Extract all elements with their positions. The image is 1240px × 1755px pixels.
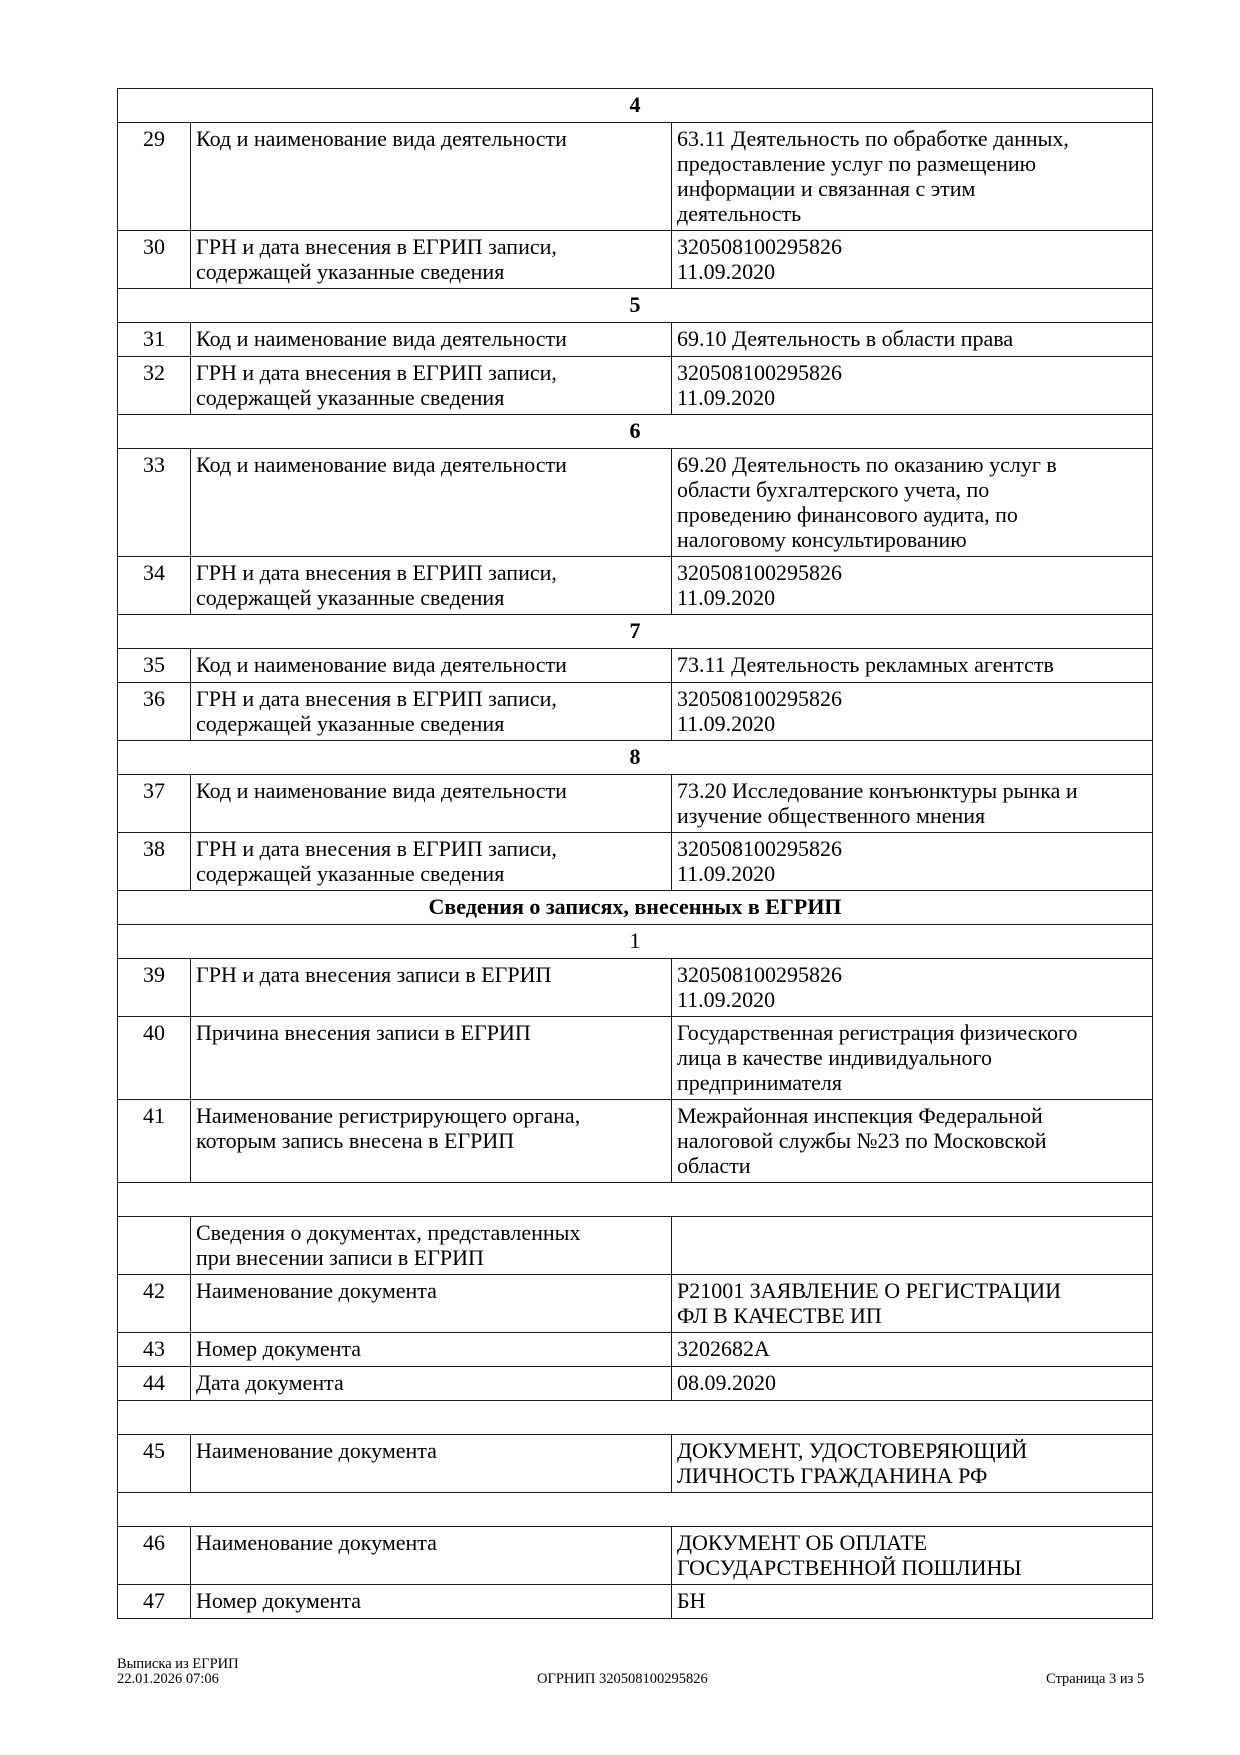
row-number: 44 xyxy=(118,1367,191,1401)
section-header-row xyxy=(118,741,1153,775)
row-label xyxy=(191,449,672,557)
table-row xyxy=(118,775,1153,833)
value-line: 320508100295826 xyxy=(677,836,842,861)
row-label xyxy=(191,683,672,741)
table-row xyxy=(118,323,1153,357)
value-line: 320508100295826 xyxy=(677,560,842,585)
value-line: 11.09.2020 xyxy=(677,987,776,1012)
label-line: Сведения о документах, представленных xyxy=(196,1220,581,1245)
row-label xyxy=(191,1017,672,1100)
value-line: ДОКУМЕНТ, УДОСТОВЕРЯЮЩИЙ xyxy=(677,1438,1028,1463)
value-line: 69.20 Деятельность по оказанию услуг в xyxy=(677,452,1057,477)
footer-datetime: 22.01.2026 07:06 xyxy=(117,1671,219,1687)
row-label xyxy=(191,557,672,615)
value-line: деятельность xyxy=(677,201,802,226)
row-label xyxy=(191,1217,672,1275)
row-value xyxy=(672,1100,1153,1183)
footer-left xyxy=(117,1657,239,1687)
label-line: Наименование регистрирующего органа, xyxy=(196,1103,581,1128)
section-title: Сведения о записях, внесенных в ЕГРИП xyxy=(118,891,1153,925)
value-line: ЛИЧНОСТЬ ГРАЖДАНИНА РФ xyxy=(677,1463,988,1488)
label-line: Номер документа xyxy=(196,1336,362,1361)
value-line: области xyxy=(677,1153,751,1178)
footer-ogrnip: ОГРНИП 320508100295826 xyxy=(537,1671,708,1687)
label-line: Код и наименование вида деятельности xyxy=(196,452,567,477)
row-value xyxy=(672,557,1153,615)
row-value xyxy=(672,1333,1153,1367)
row-number: 38 xyxy=(118,833,191,891)
table-row xyxy=(118,357,1153,415)
footer-page-number: Страница 3 из 5 xyxy=(1046,1671,1145,1687)
row-value xyxy=(672,123,1153,231)
row-value xyxy=(672,1217,1153,1275)
row-label xyxy=(191,1527,672,1585)
row-number: 32 xyxy=(118,357,191,415)
label-line: Код и наименование вида деятельности xyxy=(196,652,567,677)
label-line: Наименование документа xyxy=(196,1530,437,1555)
value-line: 73.20 Исследование конъюнктуры рынка и xyxy=(677,778,1078,803)
row-label xyxy=(191,123,672,231)
value-line: 320508100295826 xyxy=(677,234,842,259)
section-title: 5 xyxy=(118,289,1153,323)
label-line: Причина внесения записи в ЕГРИП xyxy=(196,1020,531,1045)
value-line: предоставление услуг по размещению xyxy=(677,151,1037,176)
value-line: 08.09.2020 xyxy=(677,1370,776,1395)
row-value xyxy=(672,1017,1153,1100)
row-value xyxy=(672,323,1153,357)
spacer-row xyxy=(118,1493,1153,1527)
value-line: Р21001 ЗАЯВЛЕНИЕ О РЕГИСТРАЦИИ xyxy=(677,1278,1061,1303)
label-line: содержащей указанные сведения xyxy=(196,385,505,410)
row-value xyxy=(672,231,1153,289)
row-value xyxy=(672,1367,1153,1401)
row-number: 35 xyxy=(118,649,191,683)
table-row xyxy=(118,649,1153,683)
row-label xyxy=(191,1100,672,1183)
label-line: при внесении записи в ЕГРИП xyxy=(196,1245,484,1270)
table-row xyxy=(118,959,1153,1017)
row-label xyxy=(191,775,672,833)
row-label xyxy=(191,1275,672,1333)
row-value xyxy=(672,449,1153,557)
table-row xyxy=(118,1275,1153,1333)
row-number: 41 xyxy=(118,1100,191,1183)
value-line: информации и связанная с этим xyxy=(677,176,976,201)
value-line: 11.09.2020 xyxy=(677,385,776,410)
section-header-row xyxy=(118,289,1153,323)
row-label xyxy=(191,833,672,891)
row-value xyxy=(672,683,1153,741)
row-number: 43 xyxy=(118,1333,191,1367)
table-row xyxy=(118,1217,1153,1275)
section-header-row xyxy=(118,415,1153,449)
value-line: Государственная регистрация физического xyxy=(677,1020,1078,1045)
label-line: содержащей указанные сведения xyxy=(196,711,505,736)
label-line: содержащей указанные сведения xyxy=(196,585,505,610)
empty-cell xyxy=(118,1493,1153,1527)
value-line: 3202682А xyxy=(677,1336,770,1361)
footer-document-title: Выписка из ЕГРИП xyxy=(117,1656,239,1672)
table-row xyxy=(118,557,1153,615)
value-line: ФЛ В КАЧЕСТВЕ ИП xyxy=(677,1303,882,1328)
row-value xyxy=(672,649,1153,683)
row-label xyxy=(191,1435,672,1493)
row-value xyxy=(672,1527,1153,1585)
value-line: 320508100295826 xyxy=(677,360,842,385)
label-line: ГРН и дата внесения в ЕГРИП записи, xyxy=(196,836,557,861)
row-label xyxy=(191,231,672,289)
row-number: 34 xyxy=(118,557,191,615)
table-row xyxy=(118,1585,1153,1619)
empty-cell xyxy=(118,1183,1153,1217)
row-number: 42 xyxy=(118,1275,191,1333)
value-line: изучение общественного мнения xyxy=(677,803,986,828)
table-body xyxy=(118,89,1153,1619)
section-header-row xyxy=(118,89,1153,123)
value-line: лица в качестве индивидуального xyxy=(677,1045,992,1070)
row-value xyxy=(672,1435,1153,1493)
row-label xyxy=(191,1585,672,1619)
value-line: налоговому консультированию xyxy=(677,527,967,552)
label-line: содержащей указанные сведения xyxy=(196,259,505,284)
row-value xyxy=(672,1275,1153,1333)
table-row xyxy=(118,1333,1153,1367)
section-header-row xyxy=(118,925,1153,959)
row-number: 37 xyxy=(118,775,191,833)
section-title: 8 xyxy=(118,741,1153,775)
label-line: содержащей указанные сведения xyxy=(196,861,505,886)
section-title: 1 xyxy=(118,925,1153,959)
label-line: ГРН и дата внесения в ЕГРИП записи, xyxy=(196,686,557,711)
row-label xyxy=(191,649,672,683)
row-label xyxy=(191,1333,672,1367)
value-line: 69.10 Деятельность в области права xyxy=(677,326,1014,351)
row-label xyxy=(191,959,672,1017)
spacer-row xyxy=(118,1401,1153,1435)
row-value xyxy=(672,1585,1153,1619)
section-header-row xyxy=(118,615,1153,649)
row-number: 29 xyxy=(118,123,191,231)
row-value xyxy=(672,959,1153,1017)
section-title: 4 xyxy=(118,89,1153,123)
label-line: ГРН и дата внесения в ЕГРИП записи, xyxy=(196,234,557,259)
section-header-row xyxy=(118,891,1153,925)
value-line: Межрайонная инспекция Федеральной xyxy=(677,1103,1043,1128)
row-label xyxy=(191,357,672,415)
label-line: Наименование документа xyxy=(196,1438,437,1463)
table-row xyxy=(118,683,1153,741)
table-row xyxy=(118,1017,1153,1100)
label-line: которым запись внесена в ЕГРИП xyxy=(196,1128,515,1153)
spacer-row xyxy=(118,1183,1153,1217)
value-line: налоговой службы №23 по Московской xyxy=(677,1128,1047,1153)
table-row xyxy=(118,449,1153,557)
table-row xyxy=(118,1435,1153,1493)
row-number: 46 xyxy=(118,1527,191,1585)
value-line: 320508100295826 xyxy=(677,686,842,711)
table-row xyxy=(118,1367,1153,1401)
label-line: ГРН и дата внесения в ЕГРИП записи, xyxy=(196,560,557,585)
section-title: 7 xyxy=(118,615,1153,649)
label-line: Код и наименование вида деятельности xyxy=(196,126,567,151)
value-line: 11.09.2020 xyxy=(677,585,776,610)
value-line: 73.11 Деятельность рекламных агентств xyxy=(677,652,1054,677)
label-line: Дата документа xyxy=(196,1370,344,1395)
value-line: ГОСУДАРСТВЕННОЙ ПОШЛИНЫ xyxy=(677,1555,1022,1580)
row-number xyxy=(118,1217,191,1275)
row-number: 31 xyxy=(118,323,191,357)
label-line: Код и наименование вида деятельности xyxy=(196,778,567,803)
value-line: ДОКУМЕНТ ОБ ОПЛАТЕ xyxy=(677,1530,928,1555)
row-number: 47 xyxy=(118,1585,191,1619)
label-line: ГРН и дата внесения в ЕГРИП записи, xyxy=(196,360,557,385)
value-line: 320508100295826 xyxy=(677,962,842,987)
table-row xyxy=(118,1527,1153,1585)
row-value xyxy=(672,775,1153,833)
row-number: 33 xyxy=(118,449,191,557)
label-line: Наименование документа xyxy=(196,1278,437,1303)
table-row xyxy=(118,1100,1153,1183)
value-line: 63.11 Деятельность по обработке данных, xyxy=(677,126,1069,151)
egrip-extract-table xyxy=(117,88,1153,1619)
row-value xyxy=(672,833,1153,891)
label-line: Код и наименование вида деятельности xyxy=(196,326,567,351)
section-title: 6 xyxy=(118,415,1153,449)
value-line: 11.09.2020 xyxy=(677,711,776,736)
value-line: БН xyxy=(677,1588,706,1613)
value-line: области бухгалтерского учета, по xyxy=(677,477,990,502)
value-line: 11.09.2020 xyxy=(677,259,776,284)
value-line: 11.09.2020 xyxy=(677,861,776,886)
row-label xyxy=(191,323,672,357)
row-number: 30 xyxy=(118,231,191,289)
row-label xyxy=(191,1367,672,1401)
table-row xyxy=(118,123,1153,231)
row-value xyxy=(672,357,1153,415)
value-line: предпринимателя xyxy=(677,1070,842,1095)
table-row xyxy=(118,231,1153,289)
row-number: 40 xyxy=(118,1017,191,1100)
value-line: проведению финансового аудита, по xyxy=(677,502,1018,527)
row-number: 36 xyxy=(118,683,191,741)
empty-cell xyxy=(118,1401,1153,1435)
table-row xyxy=(118,833,1153,891)
row-number: 45 xyxy=(118,1435,191,1493)
label-line: Номер документа xyxy=(196,1588,362,1613)
row-number: 39 xyxy=(118,959,191,1017)
label-line: ГРН и дата внесения записи в ЕГРИП xyxy=(196,962,552,987)
